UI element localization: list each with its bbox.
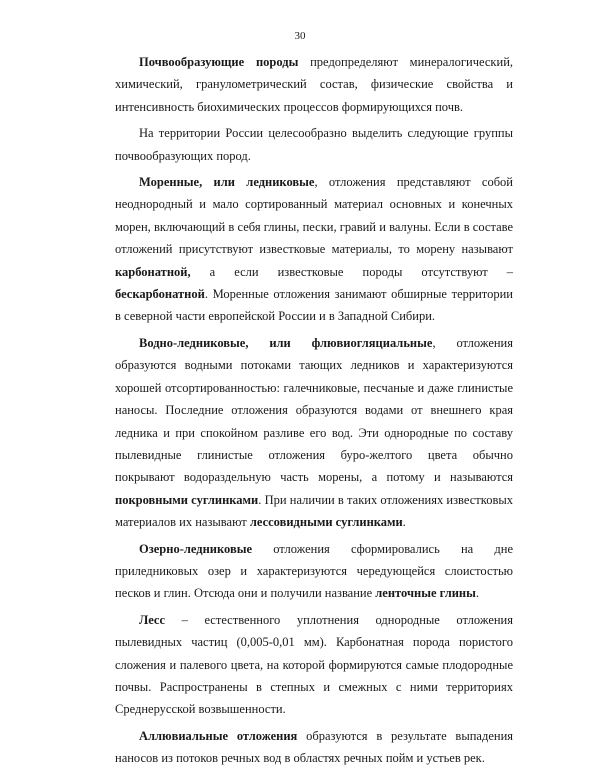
term-ribbon-clays: ленточные глины <box>375 586 476 601</box>
term-cover-loams: покровными суглинками <box>115 492 259 507</box>
text-span: . Моренные отложения занимают обширные территории в северной части европейской России и в Западной Сибири. <box>115 287 513 324</box>
paragraph-alluvial <box>115 725 513 770</box>
text-span: отложения сформировались на дне приледниковых озер и характеризуются чередующейся слоистостью песков и глин. Отсюда они и получили название <box>115 541 513 601</box>
term-lake-glacial: Озерно-ледниковые <box>139 541 253 556</box>
text-span: а если известковые породы отсутствуют – <box>190 264 513 279</box>
term-parent-rocks: Почвообразующие породы <box>139 55 299 69</box>
term-noncarbonate: бескарбонатной <box>115 287 205 302</box>
paragraph-loess <box>115 609 513 721</box>
text-span: образуются в результате выпадения наносов из потоков речных вод в областях речных пойм и устьев рек. <box>115 728 514 766</box>
text-span: – естественного уплотнения однородные отложения пылевидных частиц (0,005-0,01 мм). Карбонатная порода пористого сложения и палевого цвета, на которой формируются самые плодородные почвы. Распространены в степных и смежных с ними территориях Среднерусской возвышенности. <box>115 612 513 717</box>
paragraph-groups-intro <box>115 122 513 167</box>
term-carbonate: карбонатной, <box>115 264 191 279</box>
paragraph-moraine <box>115 171 513 328</box>
text-span: . <box>475 586 479 601</box>
text-span: , отложения представляют собой неоднородный и мало сортированный материал основных и конечных морен, включающий в себя глины, пески, гравий и валуны. Если в составе отложений присутствуют известковые материалы, то морену называют <box>115 175 514 257</box>
paragraph-lake-glacial <box>115 538 513 605</box>
term-loess: Лесс <box>139 612 166 627</box>
text-span: . <box>402 515 406 530</box>
term-alluvial: Аллювиальные отложения <box>139 728 298 743</box>
term-loess-like-loams: лессовидными суглинками <box>249 515 403 530</box>
term-moraine: Моренные, или ледниковые <box>139 175 315 190</box>
text-span: На территории России целесообразно выделить следующие группы почвообразующих пород. <box>115 126 513 163</box>
paragraph-parent-rocks <box>115 51 513 118</box>
page-number: 30 <box>294 30 306 42</box>
text-span: предопределяют минералогический, химический, гранулометрический состав, физические свойства и интенсивность биохимических процессов формирующихся почв. <box>115 55 514 114</box>
paragraph-fluvioglacial <box>115 332 513 534</box>
text-span: , отложения образуются водными потоками тающих ледников и характеризуются хорошей отсортированностью: галечниковые, песчаные и даже глинистые наносы. Последние отложения образуются водами от внешнего края ледника и при спокойном разливе его вод. Эти однородные по составу пылевидные глинистые отложения буро-желтого цвета обычно покрывают водораздельную часть морены, а потому и называются <box>115 335 513 485</box>
body-text <box>115 51 513 774</box>
term-fluvioglacial: Водно-ледниковые, или флювиогляциальные <box>139 335 433 350</box>
text-span: . При наличии в таких отложениях известковых материалов их называют <box>115 492 513 530</box>
